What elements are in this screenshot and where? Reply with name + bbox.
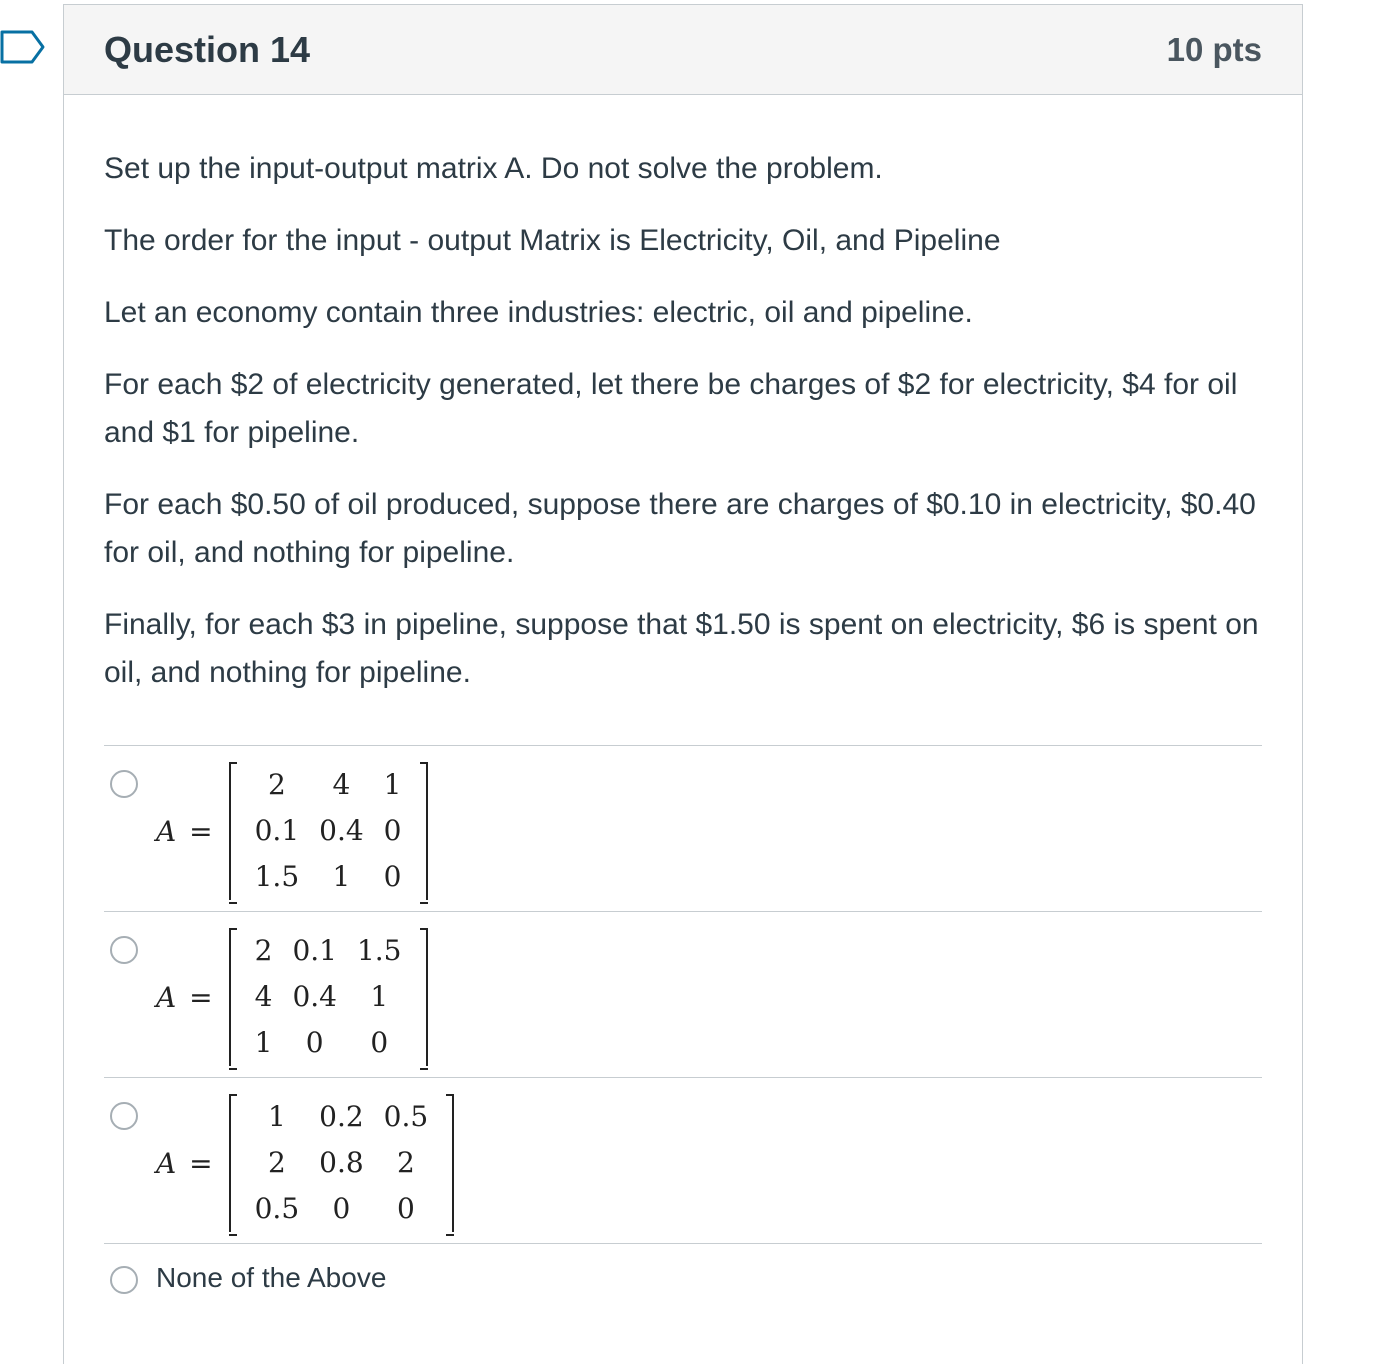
matrix-cell: 0.8 [319,1146,364,1179]
none-of-the-above-label[interactable]: None of the Above [156,1262,387,1293]
matrix-row [245,762,412,808]
matrix-row [245,928,412,974]
answer-option-4[interactable] [104,1243,1262,1324]
question-text-2: The order for the input - output Matrix is Electricity, Oil, and Pipeline [104,224,1001,257]
equals-sign: = [189,814,215,848]
radio-unchecked-icon[interactable] [110,1266,138,1294]
matrix-row [245,1140,439,1186]
matrix-expression [156,762,428,900]
matrix-cell: 1 [332,860,351,893]
matrix-variable: A [156,980,179,1014]
answer-option-1[interactable] [104,745,1262,911]
matrix-lhs [156,981,215,1014]
matrix-cell: 4 [254,980,273,1013]
matrix-expression [156,1094,454,1232]
radio-unchecked-icon[interactable] [110,936,138,964]
matrix-row [245,1020,412,1066]
matrix-cell: 0.1 [254,814,300,847]
matrix-row [245,808,412,854]
matrix-cell: 0.5 [383,1100,429,1133]
matrix-cell: 0 [305,1026,324,1059]
question-text-3: Let an economy contain three industries: electric, oil and pipeline. [104,296,973,329]
question-points: 10 pts [1166,30,1262,68]
matrix-cell: 2 [254,934,273,967]
matrix-cell: 0 [397,1192,415,1225]
matrix-row [245,1094,439,1140]
matrix-cell: 0.4 [292,980,337,1013]
matrix-cell: 0 [383,860,402,893]
matrix-brackets [229,762,428,900]
matrix-row [245,974,412,1020]
matrix [245,1094,439,1232]
question-body [64,95,1302,1324]
matrix-cell: 0.4 [319,814,364,847]
equals-sign: = [189,980,215,1014]
question-title: Question 14 [104,28,311,70]
question-text-5: For each $0.50 of oil produced, suppose there are charges of $0.10 in electricity, $0.40 for oil, and nothing for pipeline. [104,488,1256,569]
answer-option-2[interactable] [104,911,1262,1077]
equals-sign: = [189,1146,215,1180]
matrix-cell: 1 [267,1100,286,1133]
matrix-cell: 2 [267,1146,286,1179]
question-text-1: Set up the input-output matrix A. Do not solve the problem. [104,152,883,185]
question-text-4: For each $2 of electricity generated, let there be charges of $2 for electricity, $4 for oil and $1 for pipeline. [104,368,1238,449]
matrix-cell: 0 [332,1192,351,1225]
matrix-variable: A [156,814,179,848]
matrix-cell: 1 [370,980,389,1013]
matrix-cell: 0.5 [254,1192,300,1225]
matrix-cell: 0 [383,814,402,847]
question-header [64,5,1302,95]
matrix-lhs [156,815,215,848]
matrix-brackets [229,928,428,1066]
matrix-lhs [156,1147,215,1180]
matrix-brackets [229,1094,455,1232]
matrix-cell: 4 [332,768,351,801]
matrix-expression [156,928,428,1066]
matrix-cell: 0.1 [292,934,337,967]
matrix-row [245,1186,439,1232]
matrix-cell: 1.5 [356,934,402,967]
matrix-cell: 0 [370,1026,389,1059]
answer-option-3[interactable] [104,1077,1262,1243]
matrix-cell: 2 [397,1146,415,1179]
matrix-cell: 1 [254,1026,273,1059]
answer-list [104,745,1262,1324]
bookmark-flag-icon[interactable] [0,30,46,64]
matrix-cell: 1 [383,768,402,801]
matrix-cell: 0.2 [319,1100,364,1133]
question-text-6: Finally, for each $3 in pipeline, suppose that $1.50 is spent on electricity, $6 is spent on oil, and nothing for pipeline. [104,608,1259,689]
matrix-cell: 2 [267,768,286,801]
matrix-variable: A [156,1146,179,1180]
question-card [63,4,1303,1364]
radio-unchecked-icon[interactable] [110,1102,138,1130]
matrix-cell: 1.5 [254,860,300,893]
matrix [245,762,412,900]
matrix [245,928,412,1066]
radio-unchecked-icon[interactable] [110,770,138,798]
matrix-row [245,854,412,900]
